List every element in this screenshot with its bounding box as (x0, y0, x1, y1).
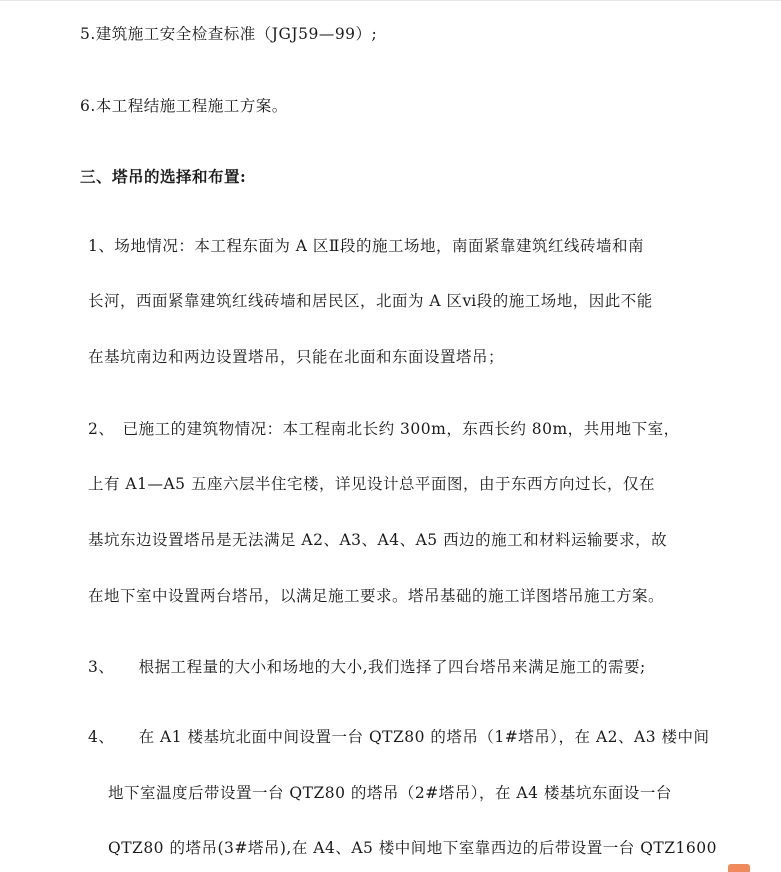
paragraph-1-line-2: 长河，西面紧靠建筑红线砖墙和居民区，北面为 A 区ⅵ段的施工场地，因此不能 (88, 292, 653, 310)
paragraph-1-line-3: 在基坑南边和两边设置塔吊，只能在北面和东面设置塔吊； (88, 348, 505, 366)
reference-item-5: 5.建筑施工安全检查标准（JGJ59—99）; (80, 25, 378, 43)
paragraph-4-line-1: 4、 在 A1 楼基坑北面中间设置一台 QTZ80 的塔吊（1#塔吊），在 A2、A3 楼中间 (88, 728, 710, 746)
paragraph-2-line-4: 在地下室中设置两台塔吊，以满足施工要求。塔吊基础的施工详图塔吊施工方案。 (88, 587, 665, 605)
paragraph-4-line-2: 地下室温度后带设置一台 QTZ80 的塔吊（2#塔吊），在 A4 楼基坑东面设一台 (108, 784, 672, 802)
section-heading: 三、塔吊的选择和布置: (80, 167, 247, 186)
page-top-border (0, 0, 781, 1)
paragraph-2-line-1: 2、 已施工的建筑物情况：本工程南北长约 300m，东西长约 80m，共用地下室， (88, 420, 680, 438)
corner-badge-icon (728, 864, 750, 872)
paragraph-2-line-3: 基坑东边设置塔吊是无法满足 A2、A3、A4、A5 西边的施工和材料运输要求，故 (88, 531, 668, 549)
paragraph-1-line-1: 1、场地情况：本工程东面为 A 区Ⅱ段的施工场地，南面紧靠建筑红线砖墙和南 (88, 237, 644, 255)
paragraph-4-line-3: QTZ80 的塔吊(3#塔吊),在 A4、A5 楼中间地下室靠西边的后带设置一台 QTZ1600 (108, 839, 717, 857)
paragraph-2-line-2: 上有 A1—A5 五座六层半住宅楼，详见设计总平面图，由于东西方向过长，仅在 (88, 475, 655, 493)
reference-item-6: 6.本工程结施工程施工方案。 (80, 97, 288, 115)
paragraph-3: 3、 根据工程量的大小和场地的大小,我们选择了四台塔吊来满足施工的需要; (88, 658, 646, 676)
